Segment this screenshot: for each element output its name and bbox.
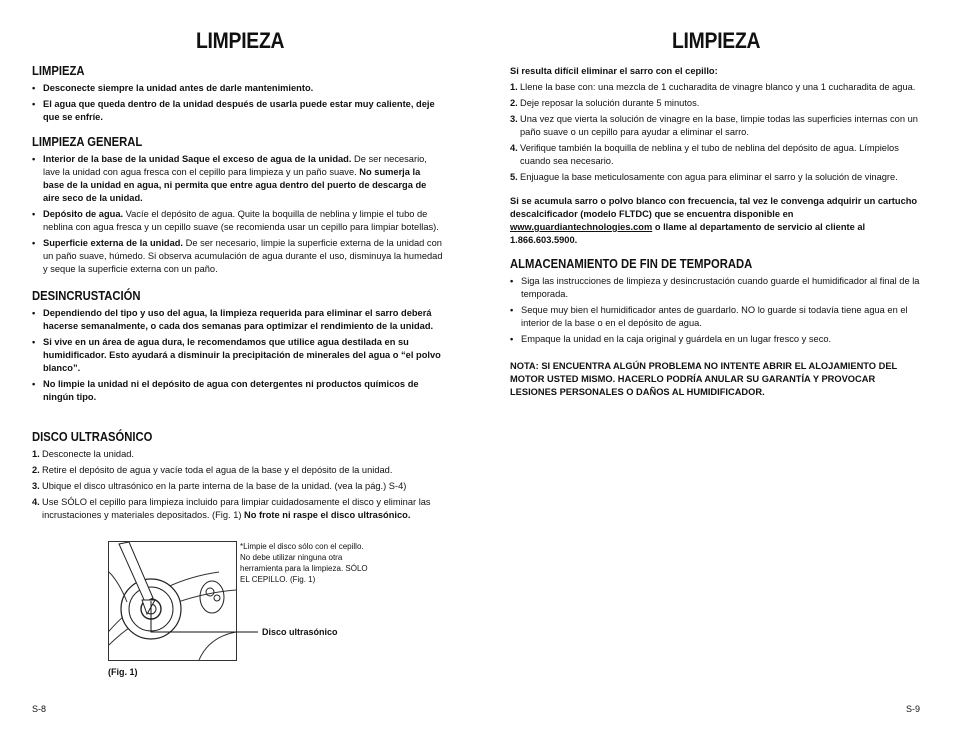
list-item: • Seque muy bien el humidificador antes de guardarlo. NO lo guarde si todavía tiene agua en el interior de la base o en el depósito de agua. bbox=[510, 304, 920, 330]
intro-text: Si resulta difícil eliminar el sarro con el cepillo: bbox=[510, 66, 718, 76]
section-heading: LIMPIEZA bbox=[32, 64, 85, 78]
section-desincrustacion bbox=[32, 289, 444, 407]
section-disco-ultrasonico bbox=[32, 430, 444, 525]
section-nota bbox=[510, 360, 920, 399]
section-vinegar-steps bbox=[510, 65, 920, 187]
list-item: • Superficie externa de la unidad. De ser necesario, limpie la superficie externa de la unidad con un paño suave, húmedo. Si observa acumulación de agua durante el uso, disminuya la humedad y seque la superficie externa con un paño. bbox=[32, 237, 444, 276]
page-title: LIMPIEZA bbox=[196, 28, 285, 53]
website-link[interactable]: www.guardiantechnologies.com bbox=[510, 222, 653, 232]
page-number: S-9 bbox=[905, 704, 920, 714]
list-item: • El agua que queda dentro de la unidad después de usarla puede estar muy caliente, deje que se enfríe. bbox=[32, 98, 444, 124]
list-item: 1. Desconecte la unidad. bbox=[32, 449, 134, 459]
list-item: • Dependiendo del tipo y uso del agua, la limpieza requerida para eliminar el sarro deberá hacerse semanalmente, o cada dos semanas para optimizar el rendimiento de la unidad. bbox=[32, 307, 444, 333]
cartridge-text: Si se acumula sarro o polvo blanco con frecuencia, tal vez le convenga adquirir un cartucho descalcificador (modelo FLTDC) que se encuentra disponible en www.guardiantechnologies.com o llame al departamento de servicio al cliente al 1.866.603.5900. bbox=[510, 196, 918, 245]
list-item: 1. Llene la base con: una mezcla de 1 cucharadita de vinagre blanco y una 1 cucharadita de agua. bbox=[510, 82, 916, 92]
page-title: LIMPIEZA bbox=[672, 28, 761, 53]
list-item: • No limpie la unidad ni el depósito de agua con detergentes ni productos químicos de ningún tipo. bbox=[32, 378, 444, 404]
list-item: 4. Verifique también la boquilla de neblina y el tubo de neblina del depósito de agua. Límpielos cuando sea necesario. bbox=[510, 143, 899, 166]
list-item: • Si vive en un área de agua dura, le recomendamos que utilice agua destilada en su humidificador. Esto ayudará a disminuir la precipitación de minerales del agua o “el polvo blanco”. bbox=[32, 336, 444, 375]
section-heading: DISCO ULTRASÓNICO bbox=[32, 430, 153, 444]
list-item: • Empaque la unidad en la caja original y guárdela en un lugar fresco y seco. bbox=[510, 333, 920, 346]
warning-note: NOTA: SI ENCUENTRA ALGÚN PROBLEMA NO INTENTE ABRIR EL ALOJAMIENTO DEL MOTOR USTED MISMO. HACERLO PODRÍA ANULAR SU GARANTÍA Y PROVOCAR LESIONES PERSONALES O DAÑOS AL HUMIDIFICADOR. bbox=[510, 361, 898, 397]
list-item: 2. Deje reposar la solución durante 5 minutos. bbox=[510, 98, 700, 108]
section-almacenamiento bbox=[510, 257, 920, 349]
section-cartridge bbox=[510, 195, 920, 247]
section-limpieza-general bbox=[32, 135, 444, 279]
section-heading: LIMPIEZA GENERAL bbox=[32, 135, 143, 149]
section-limpieza bbox=[32, 64, 444, 127]
list-item: 3. Una vez que vierta la solución de vinagre en la base, limpie todas las superficies internas con un paño suave o un cepillo para ayudar a eliminar el sarro. bbox=[510, 114, 918, 137]
list-item: • Depósito de agua. Vacíe el depósito de agua. Quite la boquilla de neblina y limpie el tubo de neblina con agua fresca y un cepillo suave (se recomienda usar un cepillo para limpiar botellas). bbox=[32, 208, 444, 234]
figure-caption: (Fig. 1) bbox=[108, 667, 138, 677]
list-item: • Interior de la base de la unidad Saque el exceso de agua de la unidad. De ser necesario, lave la unidad con agua fresca con el cepillo para limpieza y un paño suave. No sumerja la base de la unidad en agua, ni permita que entre agua dentro del puerto de descarga de aire seco de la unidad. bbox=[32, 153, 444, 205]
list-item: • Desconecte siempre la unidad antes de darle mantenimiento. bbox=[32, 82, 444, 95]
list-item: 2. Retire el depósito de agua y vacíe toda el agua de la base y el depósito de la unidad. bbox=[32, 465, 393, 475]
callout-line bbox=[150, 600, 260, 635]
figure-note: *Limpie el disco sólo con el cepillo. No debe utilizar ninguna otra herramienta para la limpieza. SÓLO EL CEPILLO. (Fig. 1) bbox=[240, 542, 368, 584]
list-item: 4. Use SÓLO el cepillo para limpieza incluido para limpiar cuidadosamente el disco y eliminar las incrustaciones y materiales depositados. (Fig. 1) No frote ni raspe el disco ultrasónico. bbox=[32, 497, 431, 520]
list-item: • Siga las instrucciones de limpieza y desincrustación cuando guarde el humidificador al final de la temporada. bbox=[510, 275, 920, 301]
list-item: 5. Enjuague la base meticulosamente con agua para eliminar el sarro y la solución de vinagre. bbox=[510, 172, 898, 182]
page-number: S-8 bbox=[32, 704, 47, 714]
section-heading: ALMACENAMIENTO DE FIN DE TEMPORADA bbox=[510, 257, 753, 271]
section-heading: DESINCRUSTACIÓN bbox=[32, 289, 141, 303]
callout-label: Disco ultrasónico bbox=[262, 627, 338, 637]
list-item: 3. Ubique el disco ultrasónico en la parte interna de la base de la unidad. (vea la pág.) S-4) bbox=[32, 481, 407, 491]
